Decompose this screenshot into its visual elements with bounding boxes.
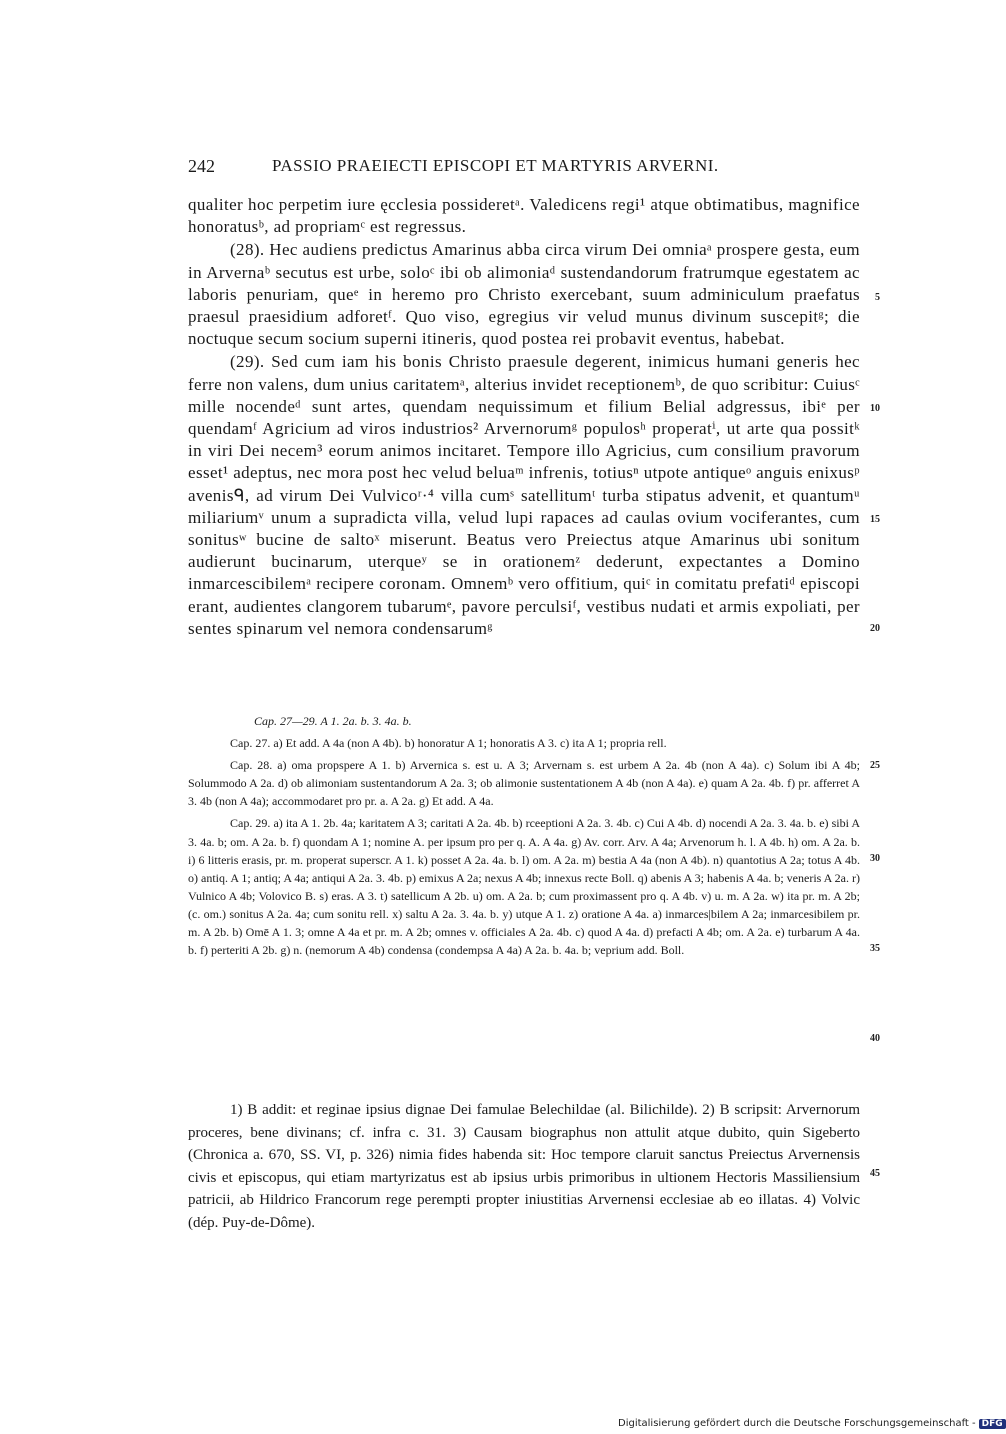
main-paragraph-1: qualiter hoc perpetim iure ęcclesia possideretᵃ. Valedicens regi¹ atque obtimatibus, magnifice honoratusᵇ, ad propriamᶜ est regressus. <box>188 195 860 237</box>
line-number: 30 <box>870 853 880 864</box>
page-header <box>188 156 860 180</box>
line-number: 25 <box>870 760 880 771</box>
line-number: 40 <box>870 1033 880 1044</box>
apparatus-cap-28: Cap. 28. a) oma propspere A 1. b) Arvernica s. est u. A 3; Arvernam s. est urbem A 2a. 4b (non A 4a). c) Solum ibi A 4b; Solummodo A 2a. d) ob alimoniam sustentandorum A 2a. 3; ob alimonie sustentationem A 4b (non A 4a). e) quam A 2a. 4b. f) pr. afferret A 3. 4b (non A 4a); accommodaret pro pr. a. A 2a. g) Et add. A 4a. <box>188 758 860 809</box>
footer-text: Digitalisierung gefördert durch die Deutsche Forschungsgemeinschaft - <box>618 1418 976 1429</box>
line-number: 15 <box>870 514 880 525</box>
line-number: 45 <box>870 1168 880 1179</box>
line-number: 10 <box>870 403 880 414</box>
page-number: 242 <box>188 156 215 176</box>
footnotes <box>188 1099 860 1235</box>
main-text <box>188 194 860 640</box>
apparatus-head: Cap. 27—29. A 1. 2a. b. 3. 4a. b. <box>254 714 412 728</box>
running-title: PASSIO PRAEIECTI EPISCOPI ET MARTYRIS ARVERNI. <box>272 156 719 175</box>
apparatus-cap-27: Cap. 27. a) Et add. A 4a (non A 4b). b) honoratur A 1; honoratis A 3. c) ita A 1; propria rell. <box>230 736 667 751</box>
apparatus-cap-29: Cap. 29. a) ita A 1. 2b. 4a; karitatem A 3; caritati A 2a. 4b. b) rceeptioni A 2a. 3. 4b. c) Cui A 4b. d) nocendi A 2a. 3. 4a. b. e) sibi A 3. 4a. b; om. A 2a. b. f) quondam A 1; nomine A. per ipsum pro per q. A. A 4a. g) Av. corr. Arv. A 4a; Arvenorum h. l. A 4b. h) om. A 2a. b. i) 6 litteris erasis, pr. m. properat superscr. A 1. k) posset A 2a. 4a. b. l) om. A 2a. m) bestia A 4a (non A 4b). n) quantotius A 2a; totus A 4b. o) antiq. A 1; antiq; A 4a; antiqui A 2a. 3. 4b. p) emixus A 2a; nexus A 4b; innexus recte Boll. q) abenis A 3; habenis A 4a. b; veneris A 2a. r) Vulnico A 4b; Volovico B. s) eras. A 3. t) satellicum A 2b. u) om. A 2a. b; cum proximassent pro q. A 4b. v) u. m. A 2a. w) ita pr. m. A 2b; (c. om.) sonitus A 2a. 4a; cum sonitu rell. x) saltu A 2a. 3. 4a. b. y) utque A 1. z) oratione A 4a. a) inmarces|bilem A 2a; inmarcesibilem pr. m. A 2b. b) Omē A 1. 3; omne A 4a et pr. m. A 2b; omnes v. officiales A 2a. 4b. c) quod A 4a. d) prefacti A 4b; om. A 2a. e) turbarum A 4a. b. f) perteriti A 2b. g) n. (nemorum A 4b) condensa (condempsa A 4a) A 2a. b. 4a. b; veprium add. Boll. <box>188 816 860 958</box>
critical-apparatus <box>188 712 860 959</box>
line-number: 35 <box>870 943 880 954</box>
main-paragraph-28: (28). Hec audiens predictus Amarinus abba circa virum Dei omniaᵃ prospere gesta, eum in Arvernaᵇ secutus est urbe, soloᶜ ibi ob alimoniaᵈ sustendandorum fratrumque egestatem ac laboris penuriam, queᵉ in heremo pro Christo exercebant, suum adminiculum praefatus praesul praesidium adforetᶠ. Quo viso, egregius vir velud munus divinum suscepitᵍ; die noctuque secum socium superni itineris, quod postea rei probavit eventus, habebat. <box>188 240 860 349</box>
digitization-footer <box>618 1418 1006 1429</box>
main-paragraph-29: (29). Sed cum iam his bonis Christo praesule degerent, inimicus humani generis hec ferre non valens, dum unius caritatemᵃ, alterius invidet receptionemᵇ, de quo scribitur: Cuiusᶜ mille nocendeᵈ sunt artes, quendam nequissimum et filium Belial adgressus, ibiᵉ per quendamᶠ Agricium ad viros industrios² Arvernorumᵍ populosʰ properatⁱ, ut arte qua possitᵏ in viri Dei necem³ eorum animos incitaret. Tempore illo Agricius, cum consilium pravorum esset¹ adeptus, nec mora post hec velud beluaᵐ infrenis, totiusⁿ utpote antiqueᵒ anguis enixusᵖ avenisᑫ, ad virum Dei Vulvicoʳ·⁴ villa cumˢ satellitumᵗ turba stipatus advenit, et quantumᵘ miliariumᵛ unum a supradicta villa, velud lupi rapaces ad caulas ovium vociferantes, cum sonitusʷ bucine de saltoˣ miserunt. Beatus vero Preiectus atque Amarinus ubi sonitum audierunt bucinarum, uterqueʸ se in orationemᶻ dederunt, expectantes a Domino inmarcescibilemᵃ recipere coronam. Omnemᵇ vero offitium, quiᶜ in comitatu prefatiᵈ episcopi erant, audientes clangorem tubarumᵉ, pavore perculsiᶠ, vestibus nudati et armis expoliati, per sentes spinarum vel nemora condensarumᵍ <box>188 352 860 638</box>
line-number: 5 <box>875 292 880 303</box>
line-number: 20 <box>870 623 880 634</box>
footnotes-text: 1) B addit: et reginae ipsius dignae Dei famulae Belechildae (al. Bilichilde). 2) B scripsit: Arvernorum proceres, bene divinans; cf. infra c. 31. 3) Causam biographus non attulit atque dubito, quin Sigeberto (Chronica a. 670, SS. VI, p. 326) nimia fides habenda sit: Hoc tempore claruit sanctus Preiectus Arvernensis civis et episcopus, qui etiam martyrizatus est ab ipsius urbis primoribus in ultionem Hectoris Massiliensium patricii, ab Hildrico Francorum rege perempti propter iniustitias Arvernensi ecclesiae ab eo illatas. 4) Volvic (dép. Puy-de-Dôme). <box>188 1102 860 1231</box>
dfg-logo: DFG <box>979 1419 1006 1429</box>
